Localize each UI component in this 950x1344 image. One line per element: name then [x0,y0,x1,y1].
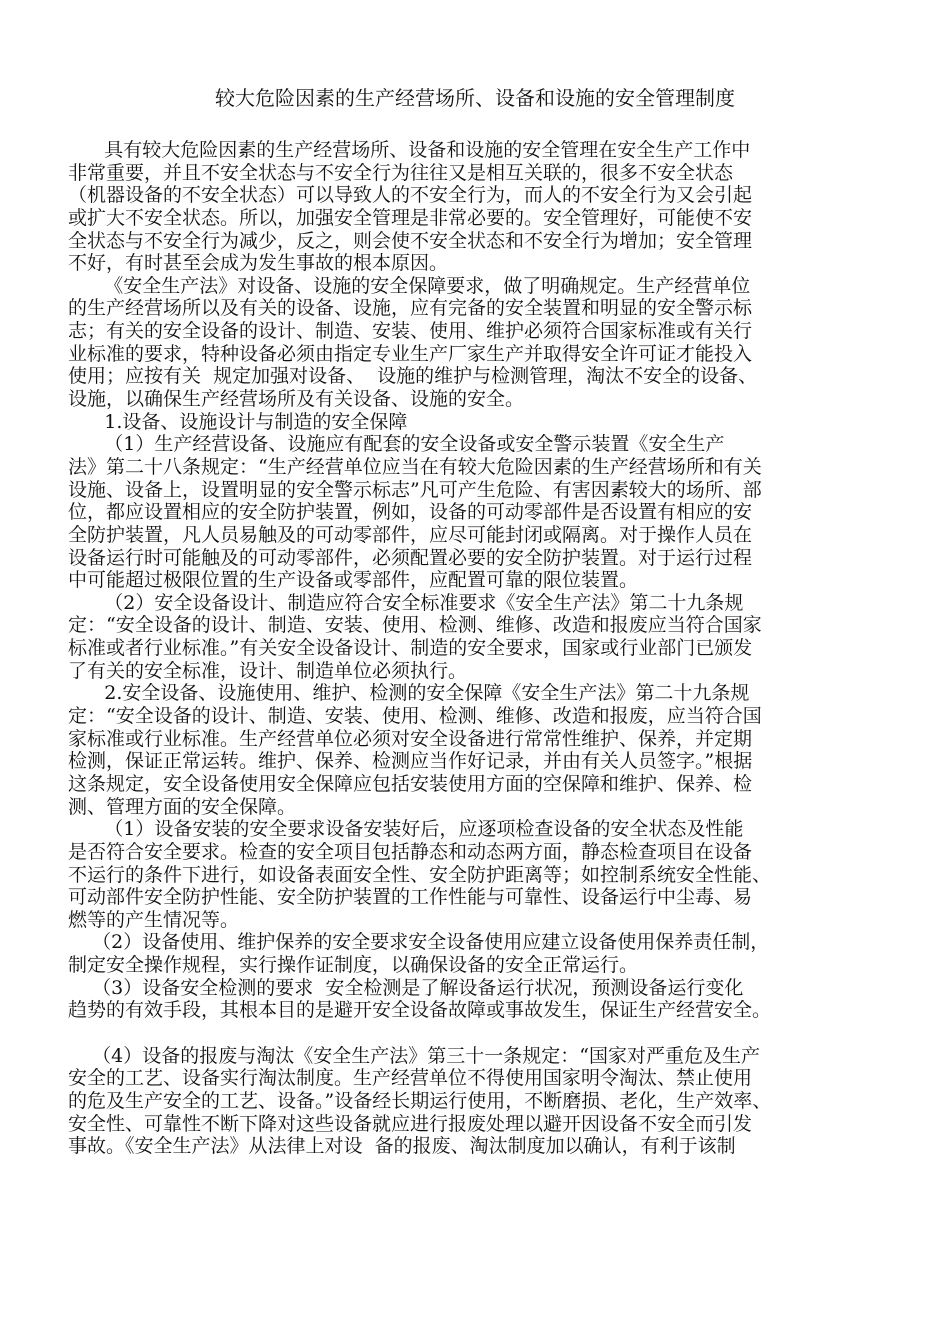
text-line: （1）生产经营设备、设施应有配套的安全设备或安全警示装置《安全生产 [68,433,725,456]
text-line: 中可能超过极限位置的生产设备或零部件，应配置可靠的限位装置。 [68,569,639,592]
text-line: 的生产经营场所以及有关的设备、设施，应有完备的安全装置和明显的安全警示标 [68,297,753,320]
text-line: 不好，有时甚至会成为发生事故的根本原因。 [68,252,449,275]
text-line: 志；有关的安全设备的设计、制造、安装、使用、维护必须符合国家标准或有关行 [68,320,753,343]
text-line: 不运行的条件下进行，如设备表面安全性、安全防护距离等；如控制系统安全性能、 [68,863,772,886]
text-line: （4）设备的报废与淘汰《安全生产法》第三十一条规定：“国家对严重危及生产 [68,1044,760,1067]
text-line: 家标准或行业标准。生产经营单位必须对安全设备进行常常性维护、保养，并定期 [68,727,753,750]
text-line: 燃等的产生情况等。 [68,908,240,931]
document-title: 较大危险因素的生产经营场所、设备和设施的安全管理制度 [215,86,735,110]
text-line: 安全的工艺、设备实行淘汰制度。生产经营单位不得使用国家明令淘汰、禁止使用 [68,1067,753,1090]
text-line: 趋势的有效手段，其根本目的是避开安全设备故障或事故发生，保证生产经营安全。 [68,999,772,1022]
text-line [68,1022,888,1045]
text-line: 非常重要，并且不安全状态与不安全行为往往又是相互关联的，很多不安全状态 [68,161,734,184]
text-line: （3）设备安全检测的要求 安全检测是了解设备运行状况，预测设备运行变化 [68,976,744,999]
text-line: 法》第二十八条规定：“生产经营单位应当在有较大危险因素的生产经营场所和有关 [68,455,762,478]
text-line: 测、管理方面的安全保障。 [68,795,297,818]
text-line: 可动部件安全防护性能、安全防护装置的工作性能与可靠性、设备运行中尘毒、易 [68,886,753,909]
text-line: 定：“安全设备的设计、制造、安装、使用、检测、维修、改造和报废，应当符合国 [68,705,762,728]
text-line: 全状态与不安全行为减少，反之，则会使不安全状态和不安全行为增加；安全管理 [68,229,753,252]
text-line: 设施，以确保生产经营场所及有关设备、设施的安全。 [68,388,525,411]
text-line: （机器设备的不安全状态）可以导致人的不安全行为，而人的不安全行为又会引起 [68,184,753,207]
text-line: 或扩大不安全状态。所以，加强安全管理是非常必要的。安全管理好，可能使不安 [68,206,753,229]
text-line: 使用；应按有关 规定加强对设备、 设施的维护与检测管理，淘汰不安全的设备、 [68,365,758,388]
text-line: 具有较大危险因素的生产经营场所、设备和设施的安全管理在安全生产工作中 [68,139,751,161]
text-line: 事故。《安全生产法》从法律上对设 备的报废、淘汰制度加以确认，有利于该制 [68,1135,736,1158]
text-line: （2）安全设备设计、制造应符合安全标准要求《安全生产法》第二十九条规 [68,591,744,614]
text-line: 制定安全操作规程，实行操作证制度，以确保设备的安全正常运行。 [68,954,639,977]
text-line: 业标准的要求，特种设备必须由指定专业生产厂家生产并取得安全许可证才能投入 [68,342,753,365]
text-line: 设备运行时可能触及的可动零部件，必须配置必要的安全防护装置。对于运行过程 [68,546,753,569]
text-line: 2.安全设备、设施使用、维护、检测的安全保障《安全生产法》第二十九条规 [68,682,750,705]
text-line: （2）设备使用、维护保养的安全要求安全设备使用应建立设备使用保养责任制， [68,931,770,954]
text-line: 定：“安全设备的设计、制造、安装、使用、检测、维修、改造和报废应当符合国家 [68,614,762,637]
text-line: 了有关的安全标准，设计、制造单位必须执行。 [68,659,468,682]
text-line: 检测，保证正常运转。维护、保养、检测应当作好记录，并由有关人员签字。”根据 [68,750,753,773]
text-line: 标准或者行业标准。”有关安全设备设计、制造的安全要求，国家或行业部门已颁发 [68,637,753,660]
document-body [68,139,888,1158]
text-line: 位，都应设置相应的安全防护装置，例如，设备的可动零部件是否设置有相应的安 [68,501,753,524]
text-line: 这条规定，安全设备使用安全保障应包括安装使用方面的空保障和维护、保养、检 [68,772,753,795]
text-line: 《安全生产法》对设备、设施的安全保障要求，做了明确规定。生产经营单位 [68,274,751,297]
text-line: （1）设备安装的安全要求设备安装好后，应逐项检查设备的安全状态及性能 [68,818,744,841]
text-line: 是否符合安全要求。检查的安全项目包括静态和动态两方面，静态检查项目在设备 [68,840,753,863]
text-line: 设施、设备上，设置明显的安全警示标志”凡可产生危险、有害因素较大的场所、部 [68,478,762,501]
text-line: 全防护装置，凡人员易触及的可动零部件，应尽可能封闭或隔离。对于操作人员在 [68,523,753,546]
text-line: 安全性、可靠性不断下降对这些设备就应进行报废处理以避开因设备不安全而引发 [68,1112,753,1135]
text-line: 1.设备、设施设计与制造的安全保障 [68,410,408,433]
text-line: 的危及生产安全的工艺、设备。”设备经长期运行使用，不断磨损、老化，生产效率、 [68,1089,772,1112]
